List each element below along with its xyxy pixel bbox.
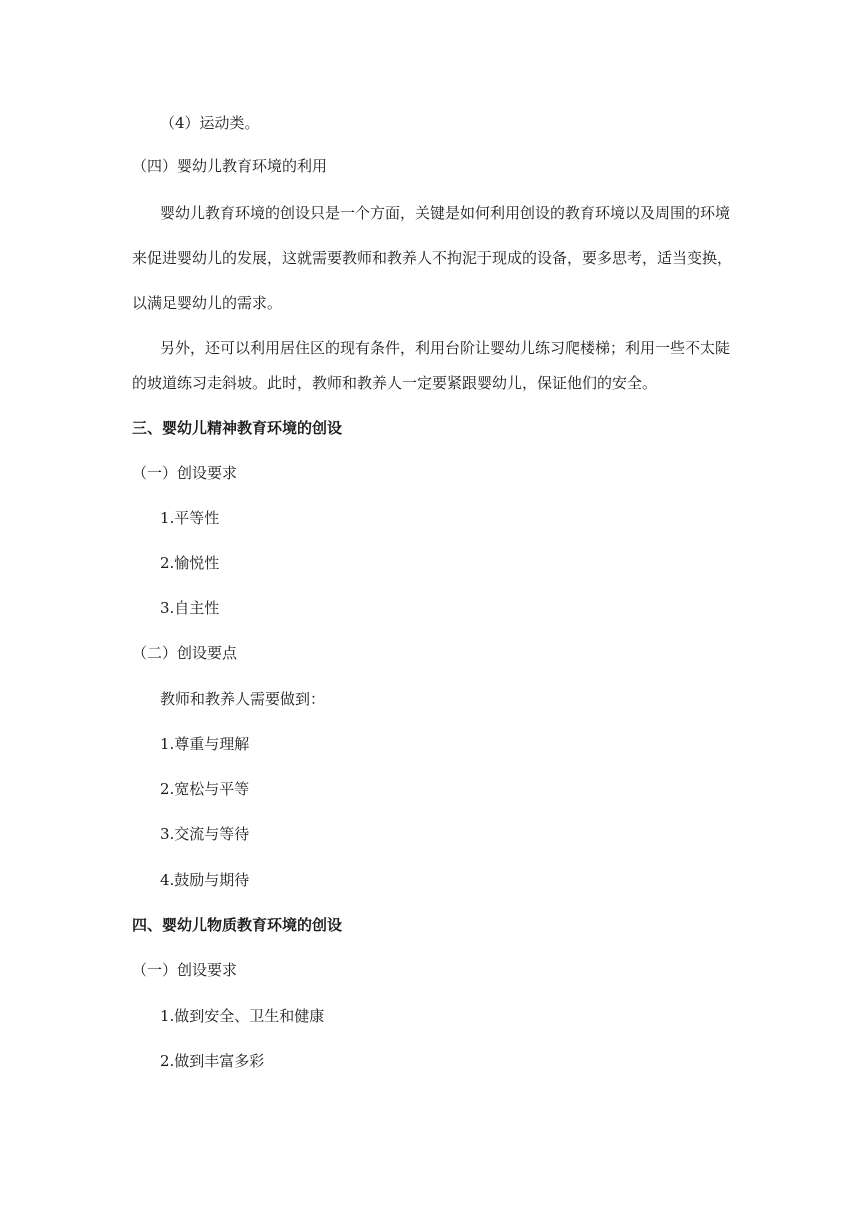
paragraph-line: 的坡道练习走斜坡。此时，教师和教养人一定要紧跟婴幼儿，保证他们的安全。 bbox=[132, 374, 658, 392]
section-heading-use: （四）婴幼儿教育环境的利用 bbox=[132, 157, 328, 175]
chapter-heading-spiritual: 三、婴幼儿精神教育环境的创设 bbox=[132, 419, 343, 437]
paragraph-line: 来促进婴幼儿的发展，这就需要教师和教养人不拘泥于现成的设备，要多思考，适当变换， bbox=[132, 249, 733, 267]
list-item: 2.做到丰富多彩 bbox=[160, 1052, 265, 1070]
list-item: 2.愉悦性 bbox=[160, 554, 220, 572]
list-item-sport: （4）运动类。 bbox=[160, 114, 260, 132]
list-item: 3.自主性 bbox=[160, 599, 220, 617]
list-item: 1.做到安全、卫生和健康 bbox=[160, 1007, 325, 1025]
list-item: 3.交流与等待 bbox=[160, 825, 250, 843]
paragraph-line: 婴幼儿教育环境的创设只是一个方面，关键是如何利用创设的教育环境以及周围的环境 bbox=[160, 204, 731, 222]
paragraph-line: 以满足婴幼儿的需求。 bbox=[132, 294, 283, 312]
subheading-requirements: （一）创设要求 bbox=[132, 464, 238, 482]
subheading-requirements: （一）创设要求 bbox=[132, 961, 238, 979]
chapter-heading-material: 四、婴幼儿物质教育环境的创设 bbox=[132, 916, 343, 934]
list-item: 1.平等性 bbox=[160, 509, 220, 527]
list-item: 1.尊重与理解 bbox=[160, 735, 250, 753]
paragraph-line: 另外，还可以利用居住区的现有条件，利用台阶让婴幼儿练习爬楼梯；利用一些不太陡 bbox=[160, 339, 731, 357]
subheading-key-points: （二）创设要点 bbox=[132, 644, 238, 662]
list-item: 2.宽松与平等 bbox=[160, 780, 250, 798]
list-item: 4.鼓励与期待 bbox=[160, 871, 250, 889]
paragraph-line: 教师和教养人需要做到： bbox=[160, 690, 326, 708]
